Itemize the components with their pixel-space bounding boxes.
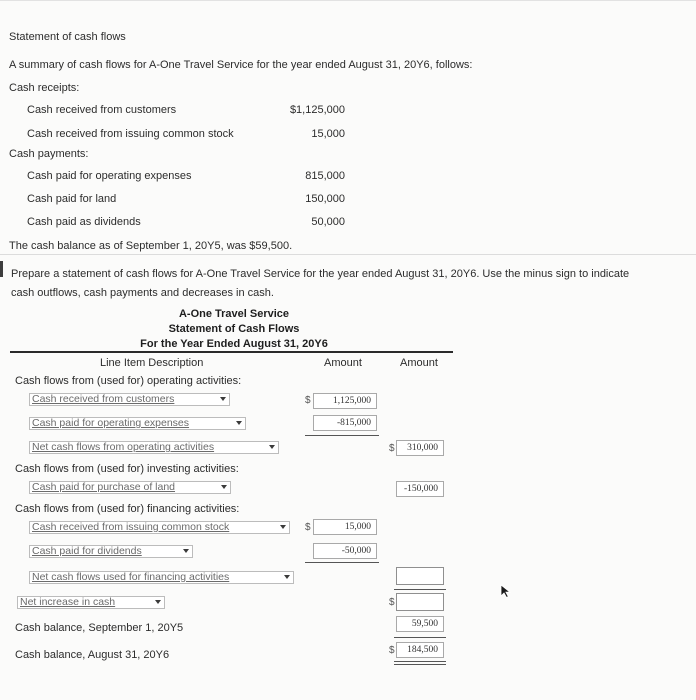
- line-item-select-fin2[interactable]: [29, 545, 193, 558]
- chevron-down-icon: [220, 397, 226, 401]
- balance-note: The cash balance as of September 1, 20Y5, was $59,500.: [9, 240, 293, 252]
- amount-input-fin1[interactable]: 15,000: [313, 519, 377, 535]
- select-value: Cash paid for operating expenses: [32, 417, 190, 429]
- chevron-down-icon: [269, 445, 275, 449]
- amount-input-inv1[interactable]: -150,000: [396, 481, 444, 497]
- payment-label: Cash paid as dividends: [27, 216, 141, 228]
- header-rule: [10, 351, 453, 353]
- select-value: Net cash flows used for financing activities: [32, 571, 230, 583]
- financing-heading: Cash flows from (used for) financing activities:: [15, 503, 240, 515]
- line-item-select-op-net[interactable]: [29, 441, 279, 454]
- statement-company: A-One Travel Service: [178, 308, 290, 320]
- select-value: Cash paid for dividends: [32, 545, 142, 557]
- payments-heading: Cash payments:: [9, 148, 89, 160]
- payment-label: Cash paid for operating expenses: [27, 170, 192, 182]
- intro-text: A summary of cash flows for A-One Travel Service for the year ended August 31, 20Y6, follows:: [9, 59, 473, 71]
- select-value: Cash received from issuing common stock: [32, 521, 230, 533]
- select-value: Cash paid for purchase of land: [32, 481, 176, 493]
- dollar-sign: $: [389, 645, 395, 656]
- line-item-select-op2[interactable]: [29, 417, 246, 430]
- receipt-amount: $1,125,000: [289, 104, 345, 116]
- column-header-amount-1: Amount: [324, 357, 362, 369]
- amount-input-balance-end[interactable]: 184,500: [396, 642, 444, 658]
- line-item-select-fin-net[interactable]: [29, 571, 294, 584]
- chevron-down-icon: [155, 600, 161, 604]
- line-item-select-op1[interactable]: [29, 393, 230, 406]
- payment-amount: 815,000: [305, 170, 345, 182]
- column-header-amount-2: Amount: [400, 357, 438, 369]
- amount-input-op1[interactable]: 1,125,000: [313, 393, 377, 409]
- chevron-down-icon: [236, 421, 242, 425]
- statement-title: Statement of Cash Flows: [168, 323, 300, 335]
- instructions-line-2: cash outflows, cash payments and decreases in cash.: [11, 287, 274, 299]
- receipt-label: Cash received from issuing common stock: [27, 128, 234, 140]
- amount-input-op-net[interactable]: 310,000: [396, 440, 444, 456]
- amount-input-fin-net[interactable]: [396, 567, 444, 585]
- dollar-sign: $: [389, 443, 395, 454]
- subtotal-underline: [305, 435, 379, 436]
- line-item-select-fin1[interactable]: [29, 521, 290, 534]
- select-value: Cash received from customers: [32, 393, 175, 405]
- chevron-down-icon: [183, 549, 189, 553]
- question-marker: [0, 261, 3, 277]
- amount-input-op2[interactable]: -815,000: [313, 415, 377, 431]
- payment-label: Cash paid for land: [27, 193, 117, 205]
- total-underline: [394, 589, 446, 590]
- double-underline: [394, 664, 446, 665]
- select-value: Net increase in cash: [20, 596, 116, 608]
- cash-balance-end-label: Cash balance, August 31, 20Y6: [15, 649, 170, 661]
- payment-amount: 150,000: [305, 193, 345, 205]
- receipt-label: Cash received from customers: [27, 104, 177, 116]
- chevron-down-icon: [284, 575, 290, 579]
- amount-input-net-increase[interactable]: [396, 593, 444, 611]
- amount-input-fin2[interactable]: -50,000: [313, 543, 377, 559]
- section-divider: [0, 254, 696, 255]
- line-item-select-inv1[interactable]: [29, 481, 231, 494]
- subtotal-underline: [305, 562, 379, 563]
- dollar-sign: $: [305, 522, 311, 533]
- dollar-sign: $: [389, 597, 395, 608]
- investing-heading: Cash flows from (used for) investing activities:: [15, 463, 239, 475]
- receipt-amount: 15,000: [311, 128, 345, 140]
- line-item-select-net-increase[interactable]: [17, 596, 165, 609]
- payment-amount: 50,000: [311, 216, 345, 228]
- total-underline: [394, 637, 446, 638]
- select-value: Net cash flows from operating activities: [32, 441, 215, 453]
- chevron-down-icon: [221, 485, 227, 489]
- amount-input-balance-begin[interactable]: 59,500: [396, 616, 444, 632]
- column-header-description: Line Item Description: [100, 357, 204, 369]
- double-underline: [394, 661, 446, 662]
- instructions-line-1: Prepare a statement of cash flows for A-One Travel Service for the year ended August 31, 20Y6. Use the minus sign to indicate: [11, 268, 630, 280]
- statement-period: For the Year Ended August 31, 20Y6: [140, 338, 328, 350]
- chevron-down-icon: [280, 525, 286, 529]
- top-border: [0, 0, 696, 1]
- dollar-sign: $: [305, 395, 311, 406]
- section-title: Statement of cash flows: [9, 31, 126, 43]
- mouse-cursor-icon: [500, 584, 512, 598]
- receipts-heading: Cash receipts:: [9, 82, 80, 94]
- operating-heading: Cash flows from (used for) operating activities:: [15, 375, 242, 387]
- cash-balance-begin-label: Cash balance, September 1, 20Y5: [15, 622, 184, 634]
